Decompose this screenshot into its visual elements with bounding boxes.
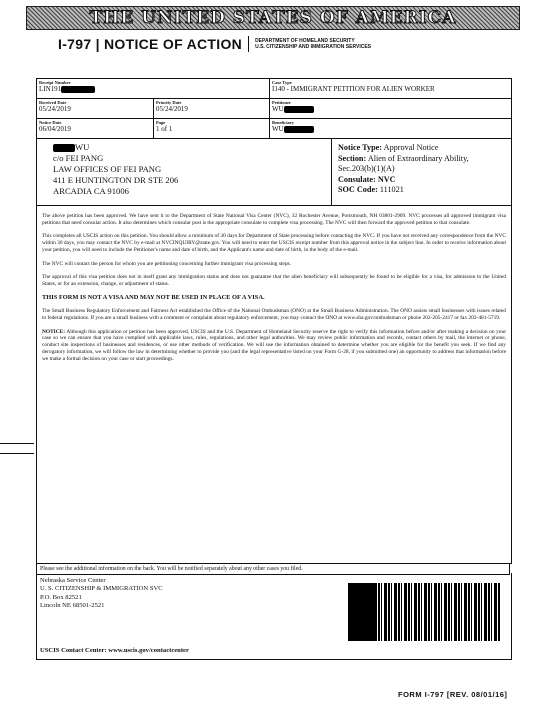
notice-date-value: 06/04/2019 [39,125,71,133]
notice-consulate: Consulate: NVC [338,174,396,184]
page-value: 1 of 1 [156,125,173,133]
body-paragraph-2: This completes all USCIS action on this petition. You should allow a minimum of 30 days for Department of State processing before contacting the NVC. If you have not received any correspondence from the NVC within 30 days, you may contact the NVC by e-mail at NVCINQUIRY@state.gov. You will need to enter the USCIS receipt number from this approval notice in the subject line. In order to receive information about your petition, you will need to include the Petitioner's name and date of birth, and the Applicant's name and date of birth, in the body of the e-mail. [42,233,506,253]
not-a-visa-warning: THIS FORM IS NOT A VISA AND MAY NOT BE USED IN PLACE OF A VISA. [42,293,265,301]
form-title: I-797 | NOTICE OF ACTION [58,36,243,52]
body-paragraph-7: NOTICE: Although this application or petition has been approved, USCIS and the U.S. Department of Homeland Security reserve the right to verify this information before and/or after making a decision on your case so we can ensure that you have complied with applicable laws, rules, regulations, and other legal authorities. We may review public information and records, contact others by mail, the internet or phone, conduct site inspections of businesses and residences, or use other methods of verification. We will use the information obtained to determine whether you are eligible for the benefit you seek. If we find any derogatory information, we will follow the law in determining whether to provide you (and the legal representative listed on your Form G-28, if you submitted one) an opportunity to address that information before we make a formal decision on your case or start proceedings. [42,328,506,362]
page-label: Page [156,120,166,125]
beneficiary-cell [270,119,511,138]
dept-line-1: DEPARTMENT OF HOMELAND SECURITY [255,38,355,44]
page-cell [154,119,270,138]
addressee-name: WU [53,142,331,153]
received-label: Received Date [39,100,67,105]
service-line-3: P.O. Box 82521 [40,593,82,601]
case-type-cell [270,79,511,98]
case-info-grid [36,78,512,139]
service-center-address [40,577,163,610]
priority-value: 05/24/2019 [156,105,188,113]
address-line-1: c/o FEI PANG [53,153,104,163]
redaction-mark [284,106,314,113]
address-line-2: LAW OFFICES OF FEI PANG [53,164,162,174]
contact-center: USCIS Contact Center: www.uscis.gov/contactcenter [40,647,189,654]
redaction-mark [284,126,314,133]
notice-date-cell [37,119,154,138]
address-line-4: ARCADIA CA 91006 [53,186,129,196]
receipt-label: Receipt Number [39,80,71,85]
body-paragraph-1: The above petition has been approved. We have sent it to the Department of State National Visa Center (NVC), 32 Rochester Avenue, Portsmouth, NH 03801-2909. NVC processes all approved immigrant visa petitions that need consular action. It also determines which consular post is the appropriate consulate to complete visa processing. The NVC will then forward the approved petition to that consulate. [42,213,506,226]
notice-type: Notice Type: Approval Notice [338,143,439,152]
priority-date-cell [154,99,270,118]
notice-date-label: Notice Date [39,120,62,125]
notice-summary [332,139,475,205]
mailing-address [37,139,332,205]
case-type-label: Case Type [272,80,292,85]
received-date-cell [37,99,154,118]
petitioner-cell [270,99,511,118]
beneficiary-value: WU [272,125,509,133]
dept-line-2: U.S. CITIZENSHIP AND IMMIGRATION SERVICES [255,44,371,50]
redaction-mark [53,144,75,152]
fold-mark [0,453,34,454]
notice-soc-code: SOC Code: 111021 [338,185,404,194]
additional-info-line: Please see the additional information on the back. You will be notified separately about any other cases you filed. [36,563,510,575]
beneficiary-label: Beneficiary [272,120,294,125]
service-line-4: Lincoln NE 68501-2521 [40,601,105,609]
banner-text: THE UNITED STATES OF AMERICA [89,8,457,28]
redaction-mark [61,86,95,93]
department-name [255,38,371,50]
body-paragraph-6: The Small Business Regulatory Enforcement and Fairness Act established the Office of the National Ombudsman (ONO) at the Small Business Administration. The ONO assists small businesses with issues related to federal regulations. If you are a small business with a comment or complaint about regulatory enforcement, you may contact the ONO at www.sba.gov/ombudsman or phone 202-205-2417 or fax 202-481-5719. [42,308,506,322]
notice-body [36,206,512,564]
usa-banner [26,6,520,30]
header-divider [248,36,249,52]
address-line-3: 411 E HUNTINGTON DR STE 206 [53,175,179,185]
body-paragraph-3: The NVC will contact the person for whom you are petitioning concerning further immigrant visa processing steps. [42,260,291,267]
service-center-box [36,573,512,660]
service-line-1: Nebraska Service Center [40,577,106,584]
address-notice-box [36,138,512,206]
body-paragraph-4: The approval of this visa petition does not in itself grant any immigration status and does not guarantee that the alien beneficiary will subsequently be found to be eligible for a visa, for admission to the United States, or for an extension, change, or adjustment of status. [42,274,506,287]
form-revision: FORM I-797 [REV. 08/01/16] [398,690,508,699]
form-header [58,36,371,52]
fold-mark [0,443,34,444]
petitioner-label: Petitioner [272,100,291,105]
case-type-value: I140 - IMMIGRANT PETITION FOR ALIEN WORKER [272,85,435,93]
petitioner-value: WU [272,105,509,113]
receipt-value: LIN191 [39,85,267,93]
priority-label: Priority Date [156,100,182,105]
notice-section: Section: Alien of Extraordinary Ability, [338,153,469,163]
receipt-number-cell [37,79,270,98]
service-line-2: U. S. CITIZENSHIP & IMMIGRATION SVC [40,585,163,593]
received-value: 05/24/2019 [39,105,71,113]
notice-section-code: Sec.203(b)(1)(A) [338,164,395,173]
barcode-redaction [348,583,374,641]
